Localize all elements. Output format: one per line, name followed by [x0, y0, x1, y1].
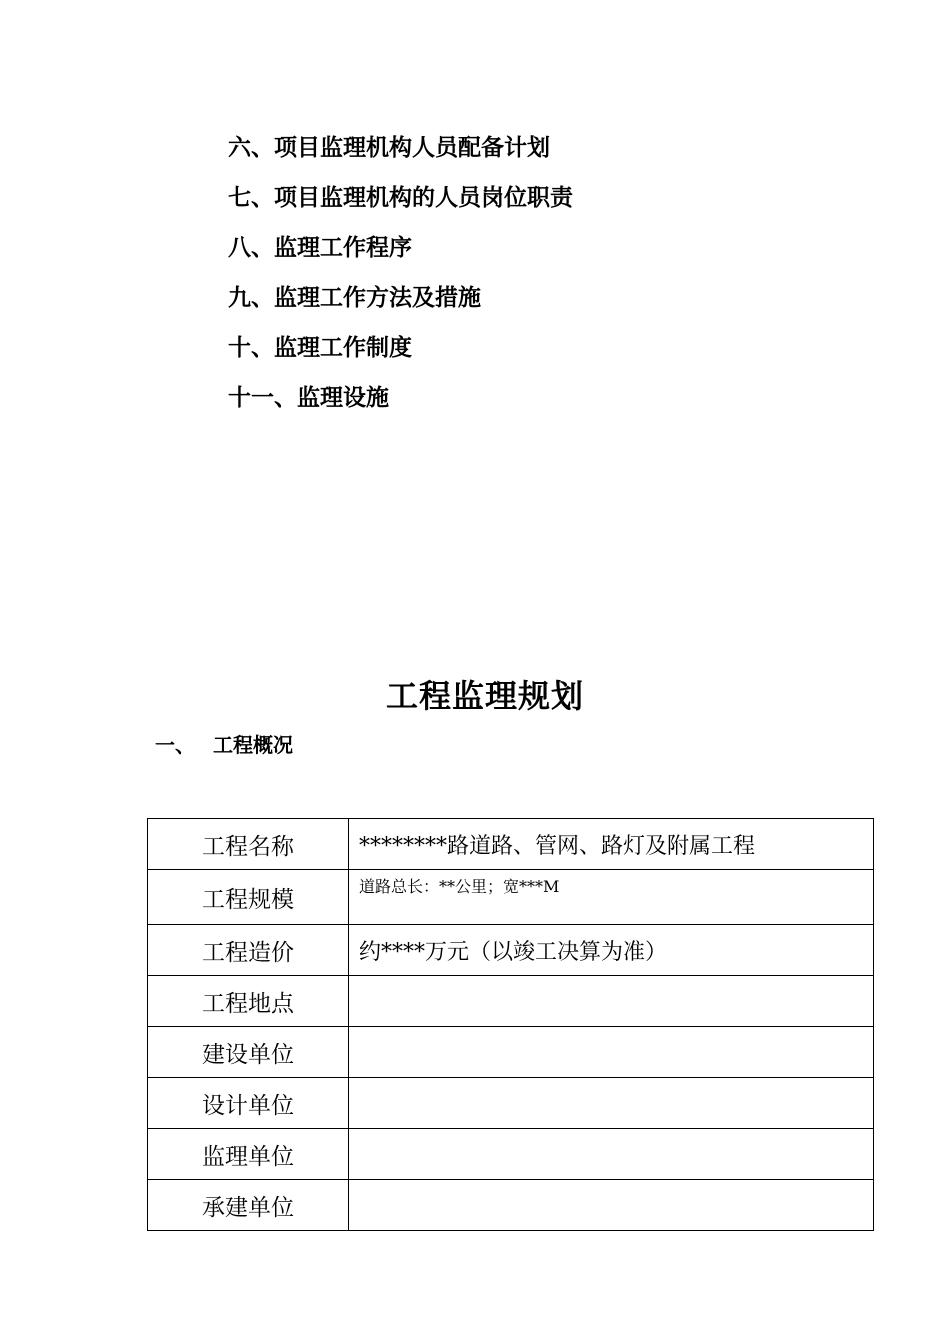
section-title: 工程概况	[213, 733, 293, 757]
table-row	[148, 870, 874, 925]
row-label-contractor-unit: 承建单位	[148, 1180, 349, 1231]
table-row	[148, 1129, 874, 1180]
row-label-design-unit: 设计单位	[148, 1078, 349, 1129]
toc-item-6: 六、项目监理机构人员配备计划	[228, 135, 550, 161]
row-value-owner-unit	[349, 1027, 874, 1078]
project-overview-table	[147, 818, 874, 1231]
row-value-project-cost: 约****万元（以竣工决算为准）	[349, 925, 874, 976]
toc-item-8: 八、监理工作程序	[228, 235, 412, 261]
row-value-project-name: ********路道路、管网、路灯及附属工程	[349, 819, 874, 870]
table-row	[148, 1078, 874, 1129]
table-row	[148, 976, 874, 1027]
row-value-design-unit	[349, 1078, 874, 1129]
table-row	[148, 1027, 874, 1078]
row-label-owner-unit: 建设单位	[148, 1027, 349, 1078]
toc-item-7: 七、项目监理机构的人员岗位职责	[228, 185, 573, 211]
row-value-project-location	[349, 976, 874, 1027]
row-label-supervision-unit: 监理单位	[148, 1129, 349, 1180]
row-label-project-location: 工程地点	[148, 976, 349, 1027]
row-value-supervision-unit	[349, 1129, 874, 1180]
row-value-project-scale: 道路总长：**公里；宽***M	[349, 870, 874, 925]
section-heading	[155, 730, 293, 760]
section-number: 一、	[155, 733, 195, 757]
table-row	[148, 1180, 874, 1231]
table-row	[148, 925, 874, 976]
row-label-project-name: 工程名称	[148, 819, 349, 870]
table-of-contents	[228, 130, 573, 430]
row-label-project-cost: 工程造价	[148, 925, 349, 976]
toc-item-9: 九、监理工作方法及措施	[228, 285, 481, 311]
table-row	[148, 819, 874, 870]
row-value-contractor-unit	[349, 1180, 874, 1231]
row-label-project-scale: 工程规模	[148, 870, 349, 925]
toc-item-11: 十一、监理设施	[228, 385, 389, 411]
toc-item-10: 十、监理工作制度	[228, 335, 412, 361]
document-title: 工程监理规划	[385, 677, 584, 715]
